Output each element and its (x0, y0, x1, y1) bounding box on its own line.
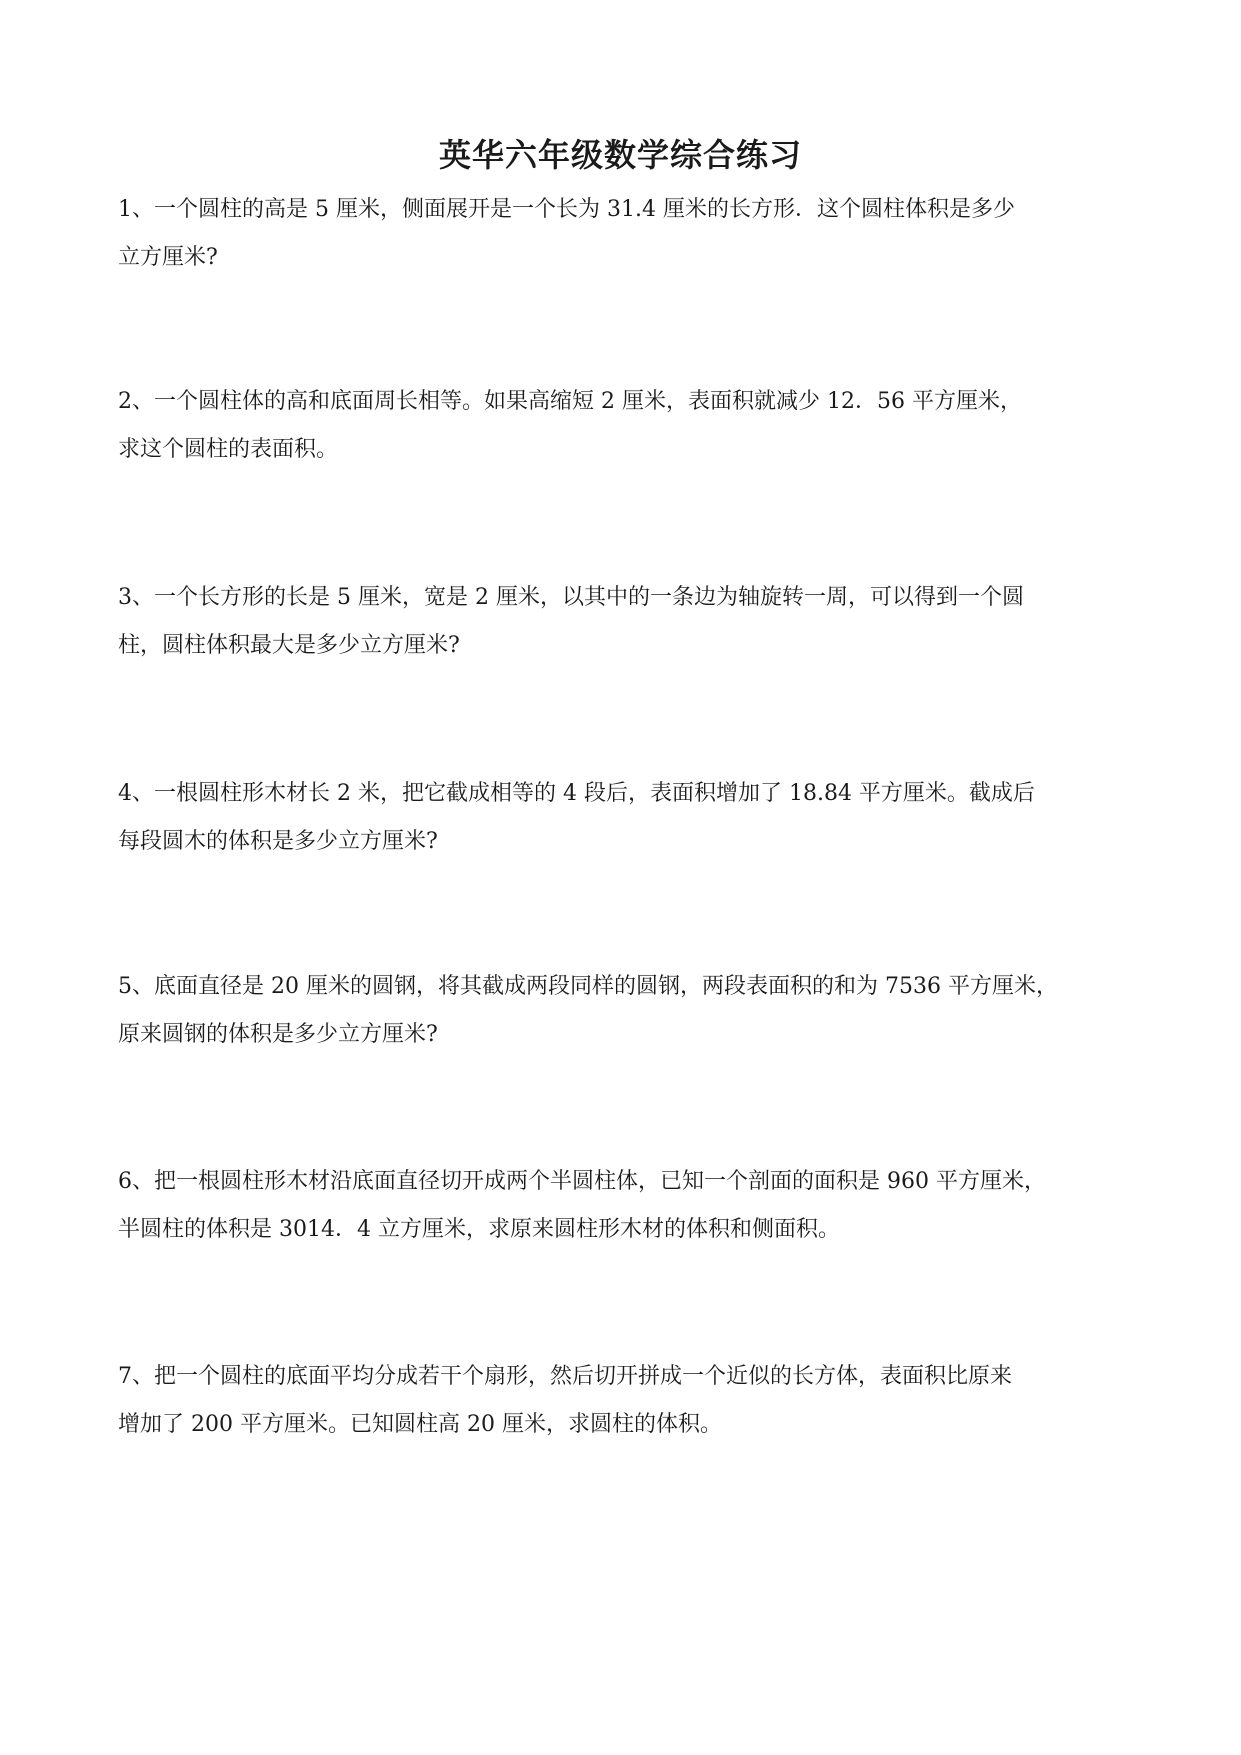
question-line: 7、把一个圆柱的底面平均分成若干个扇形，然后切开拼成一个近似的长方体，表面积比原来 (118, 1364, 1013, 1389)
question-line: 6、把一根圆柱形木材沿底面直径切开成两个半圆柱体，已知一个剖面的面积是 960 平方厘米， (118, 1169, 1046, 1194)
page-title: 英华六年级数学综合练习 (438, 136, 802, 174)
question-1 (118, 186, 1130, 282)
question-line: 1、一个圆柱的高是 5 厘米，侧面展开是一个长为 31.4 厘米的长方形．这个圆柱体积是多少 (118, 197, 1015, 222)
question-line: 2、一个圆柱体的高和底面周长相等。如果高缩短 2 厘米，表面积就减少 12．56 平方厘米， (118, 389, 1022, 414)
question-line: 立方厘米? (118, 245, 218, 270)
question-line: 3、一个长方形的长是 5 厘米，宽是 2 厘米，以其中的一条边为轴旋转一周，可以得到一个圆 (118, 585, 1024, 610)
question-4 (118, 770, 1130, 866)
question-2 (118, 378, 1130, 474)
question-line: 增加了 200 平方厘米。已知圆柱高 20 厘米，求圆柱的体积。 (118, 1412, 722, 1437)
question-line: 4、一根圆柱形木材长 2 米，把它截成相等的 4 段后，表面积增加了 18.84 平方厘米。截成后 (118, 781, 1035, 806)
question-line: 求这个圆柱的表面积。 (118, 437, 339, 462)
question-line: 原来圆钢的体积是多少立方厘米? (118, 1022, 438, 1047)
question-line: 每段圆木的体积是多少立方厘米? (118, 829, 438, 854)
question-line: 柱，圆柱体积最大是多少立方厘米? (118, 633, 460, 658)
question-6 (118, 1158, 1130, 1254)
question-line: 5、底面直径是 20 厘米的圆钢，将其截成两段同样的圆钢，两段表面积的和为 7536 平方厘米， (118, 974, 1058, 999)
question-7 (118, 1353, 1130, 1449)
question-line: 半圆柱的体积是 3014．4 立方厘米，求原来圆柱形木材的体积和侧面积。 (118, 1217, 840, 1242)
question-5 (118, 963, 1130, 1059)
question-3 (118, 574, 1130, 670)
